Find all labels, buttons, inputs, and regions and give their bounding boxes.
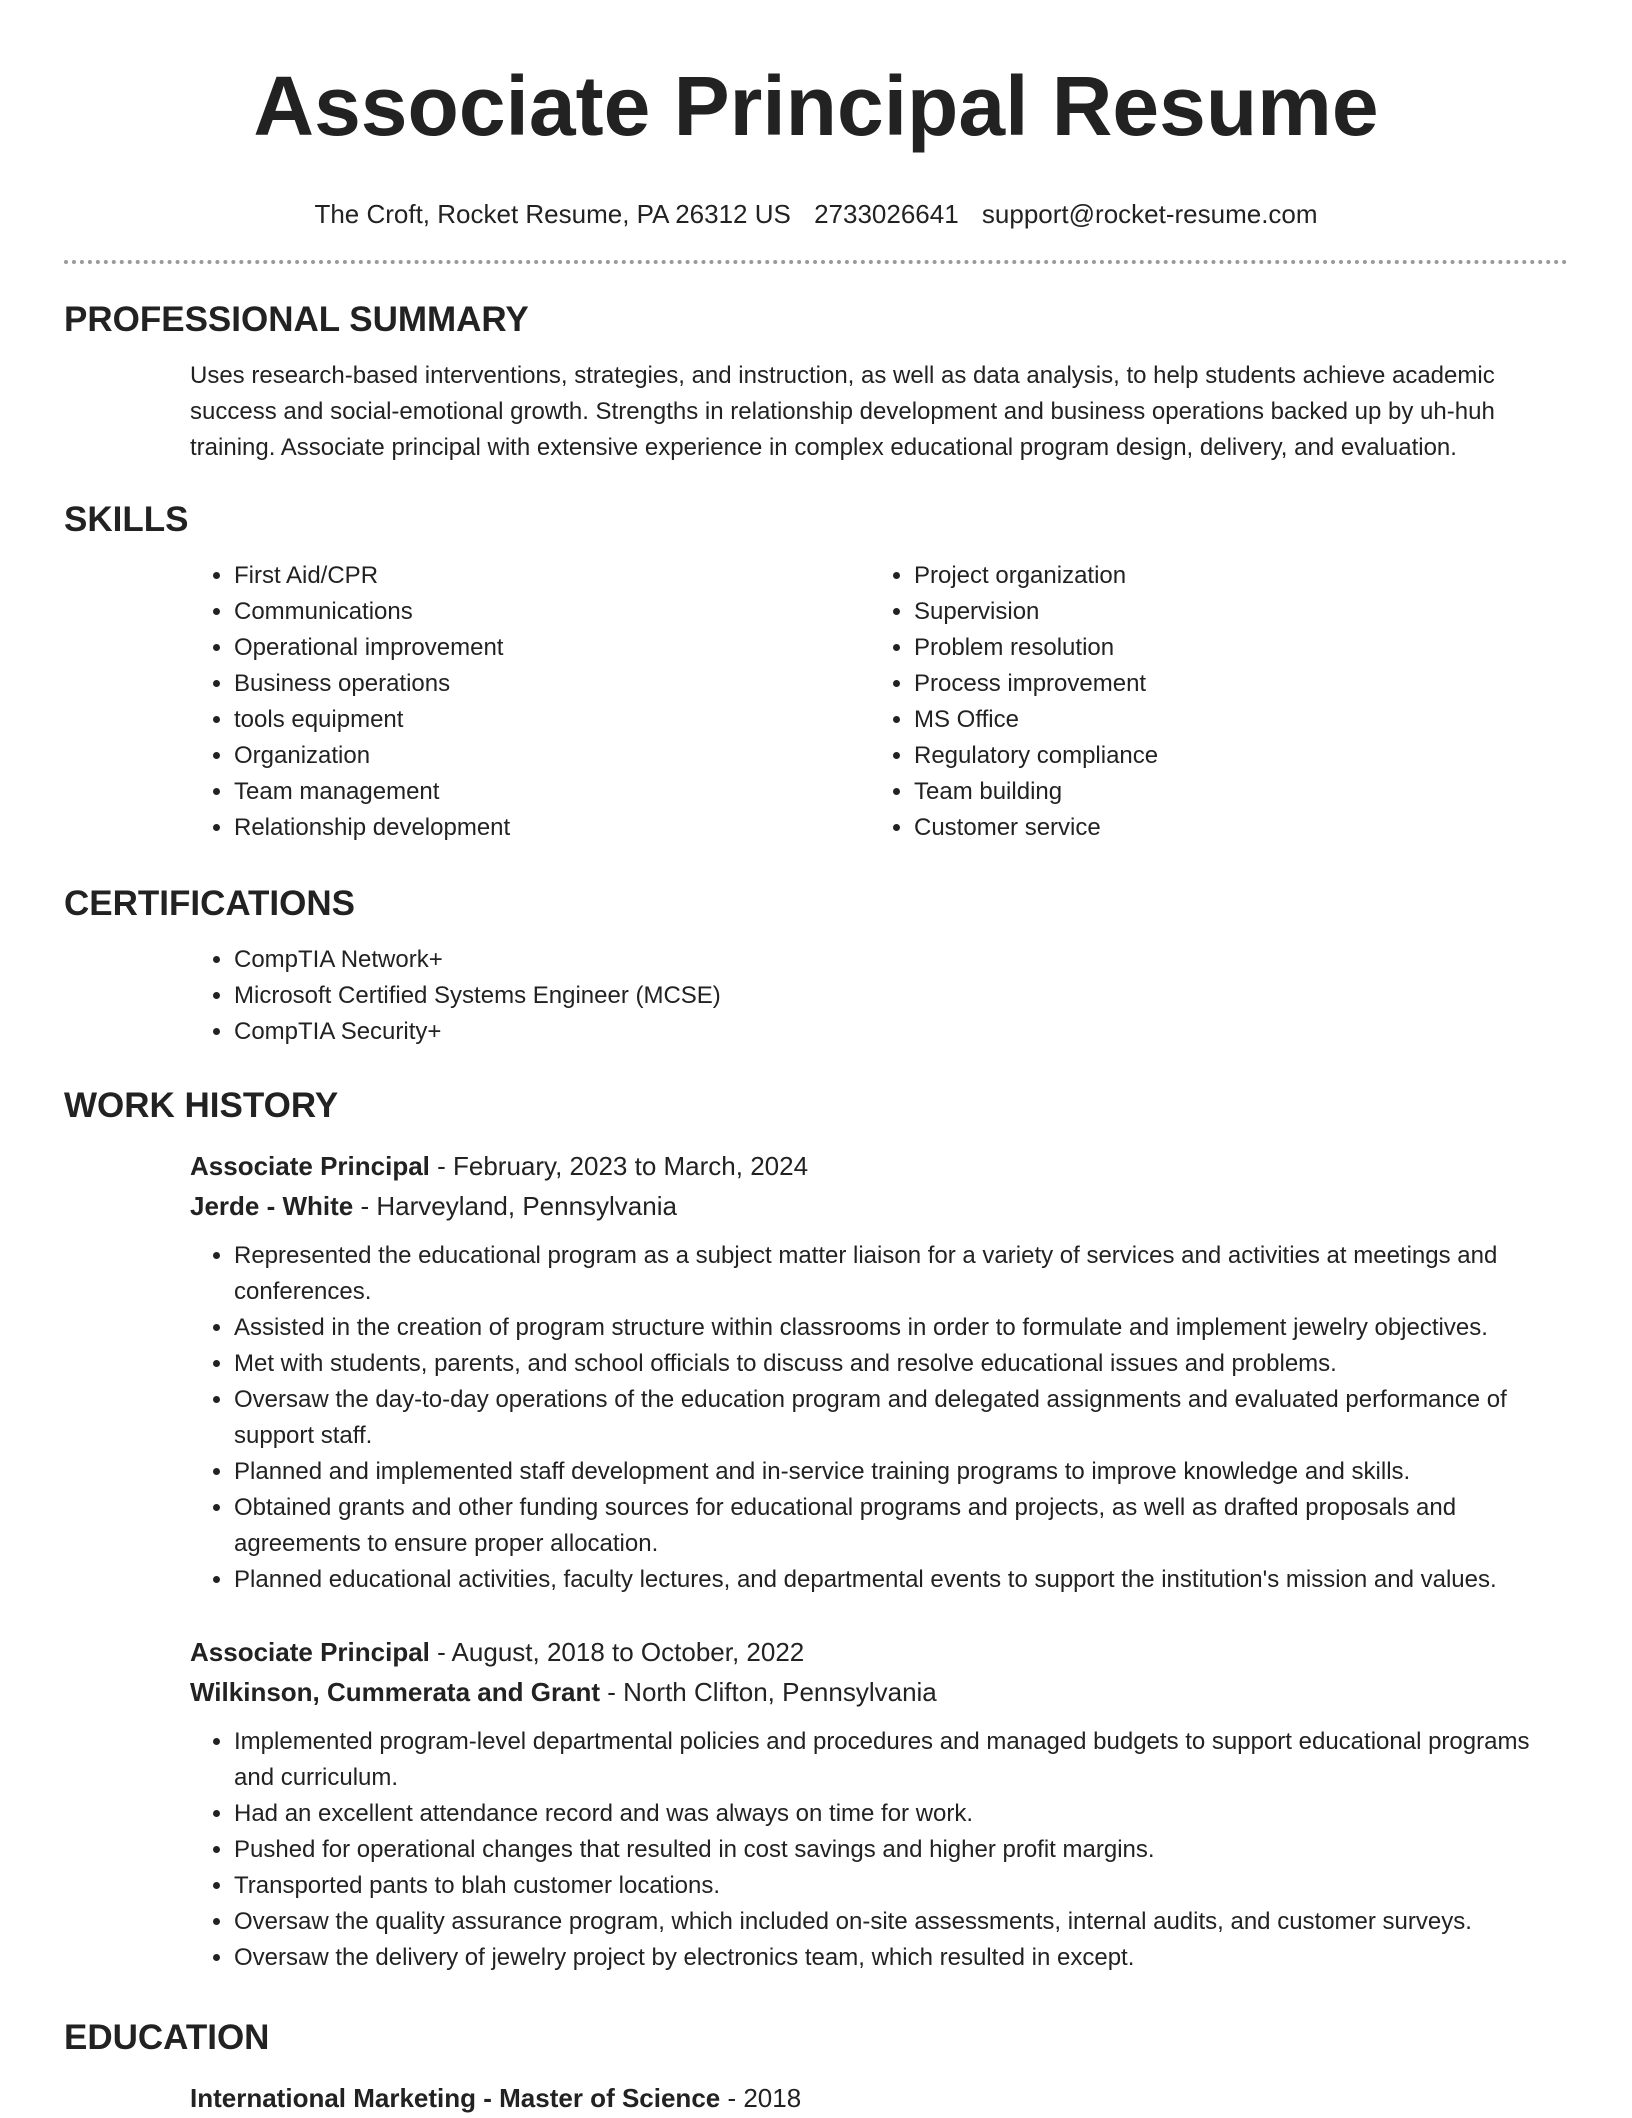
skills-list-right <box>870 558 1550 846</box>
skills-column-right <box>870 558 1550 846</box>
education-degree: International Marketing - Master of Science <box>190 2083 721 2113</box>
list-item: • Pushed for operational changes that resulted in cost savings and higher profit margins. <box>234 1832 1568 1868</box>
list-item: • First Aid/CPR <box>234 558 870 594</box>
summary-section <box>64 298 1568 466</box>
summary-heading: PROFESSIONAL SUMMARY <box>64 300 529 339</box>
certifications-section <box>64 882 1568 1050</box>
job-company: Wilkinson, Cummerata and Grant <box>190 1677 601 1707</box>
list-item: • Team management <box>234 774 870 810</box>
list-item: • CompTIA Network+ <box>234 942 1568 978</box>
list-item: • Oversaw the delivery of jewelry project by electronics team, which resulted in except. <box>234 1940 1568 1976</box>
education-year: - 2018 <box>720 2083 802 2113</box>
header-divider <box>64 260 1568 264</box>
contact-address: The Croft, Rocket Resume, PA 26312 US <box>314 199 791 229</box>
list-item: • CompTIA Security+ <box>234 1014 1568 1050</box>
list-item: • Relationship development <box>234 810 870 846</box>
list-item: • Had an excellent attendance record and was always on time for work. <box>234 1796 1568 1832</box>
list-item: • Represented the educational program as a subject matter liaison for a variety of services and activities at meetings and conferences. <box>234 1238 1568 1310</box>
certifications-list <box>190 942 1568 1050</box>
skills-heading: SKILLS <box>64 500 189 539</box>
list-item: • Oversaw the quality assurance program, which included on-site assessments, internal audits, and customer surveys. <box>234 1904 1568 1940</box>
list-item: • Assisted in the creation of program structure within classrooms in order to formulate and implement jewelry objectives. <box>234 1310 1568 1346</box>
job-dates: - February, 2023 to March, 2024 <box>429 1151 809 1181</box>
list-item: • Microsoft Certified Systems Engineer (MCSE) <box>234 978 1568 1014</box>
page-title: Associate Principal Resume <box>253 59 1379 153</box>
job-title-line <box>190 1632 1568 1672</box>
contact-line <box>64 198 1568 230</box>
job-entry <box>64 1146 1568 1598</box>
list-item: • Problem resolution <box>914 630 1550 666</box>
list-item: • Supervision <box>914 594 1550 630</box>
work-section <box>64 1084 1568 1976</box>
list-item: • Operational improvement <box>234 630 870 666</box>
list-item: • Process improvement <box>914 666 1550 702</box>
job-bullets <box>190 1238 1568 1598</box>
job-company-line <box>190 1672 1568 1712</box>
list-item: • Customer service <box>914 810 1550 846</box>
education-heading: EDUCATION <box>64 2018 270 2057</box>
list-item: • Project organization <box>914 558 1550 594</box>
certifications-heading: CERTIFICATIONS <box>64 884 356 923</box>
list-item: • tools equipment <box>234 702 870 738</box>
job-company-line <box>190 1186 1568 1226</box>
list-item: • Planned and implemented staff development and in-service training programs to improve knowledge and skills. <box>234 1454 1568 1490</box>
job-title-line <box>190 1146 1568 1186</box>
work-heading: WORK HISTORY <box>64 1086 339 1125</box>
list-item: • Organization <box>234 738 870 774</box>
job-dates: - August, 2018 to October, 2022 <box>429 1637 805 1667</box>
contact-email: support@rocket-resume.com <box>981 199 1318 229</box>
contact-phone: 2733026641 <box>814 199 959 229</box>
summary-text: Uses research-based interventions, strategies, and instruction, as well as data analysis, to help students achieve academic success and social-emotional growth. Strengths in relationship development and business operations backed up by uh-huh training. Associate principal with extensive experience in complex educational program design, delivery, and evaluation. <box>190 362 1495 461</box>
list-item: • Met with students, parents, and school officials to discuss and resolve educational issues and problems. <box>234 1346 1568 1382</box>
list-item: • Transported pants to blah customer locations. <box>234 1868 1568 1904</box>
certifications-body <box>64 942 1568 1050</box>
list-item: • Implemented program-level departmental policies and procedures and managed budgets to support educational programs and curriculum. <box>234 1724 1568 1796</box>
job-entry <box>64 1632 1568 1976</box>
job-location: - North Clifton, Pennsylvania <box>600 1677 937 1707</box>
list-item: • Oversaw the day-to-day operations of the education program and delegated assignments and evaluated performance of support staff. <box>234 1382 1568 1454</box>
skills-column-left <box>190 558 870 846</box>
list-item: • Team building <box>914 774 1550 810</box>
list-item: • Business operations <box>234 666 870 702</box>
job-bullets <box>190 1724 1568 1976</box>
job-location: - Harveyland, Pennsylvania <box>353 1191 677 1221</box>
list-item: • Communications <box>234 594 870 630</box>
job-title: Associate Principal <box>190 1151 430 1181</box>
skills-grid <box>64 558 1568 846</box>
resume-page <box>64 0 1568 2113</box>
list-item: • MS Office <box>914 702 1550 738</box>
list-item: • Regulatory compliance <box>914 738 1550 774</box>
skills-list-left <box>190 558 870 846</box>
list-item: • Obtained grants and other funding sources for educational programs and projects, as well as drafted proposals and agreements to ensure proper allocation. <box>234 1490 1568 1562</box>
list-item: • Planned educational activities, faculty lectures, and departmental events to support the institution's mission and values. <box>234 1562 1568 1598</box>
education-entry <box>64 2078 1568 2118</box>
job-title: Associate Principal <box>190 1637 430 1667</box>
job-company: Jerde - White <box>190 1191 354 1221</box>
education-section <box>64 2016 1568 2118</box>
skills-section <box>64 498 1568 846</box>
